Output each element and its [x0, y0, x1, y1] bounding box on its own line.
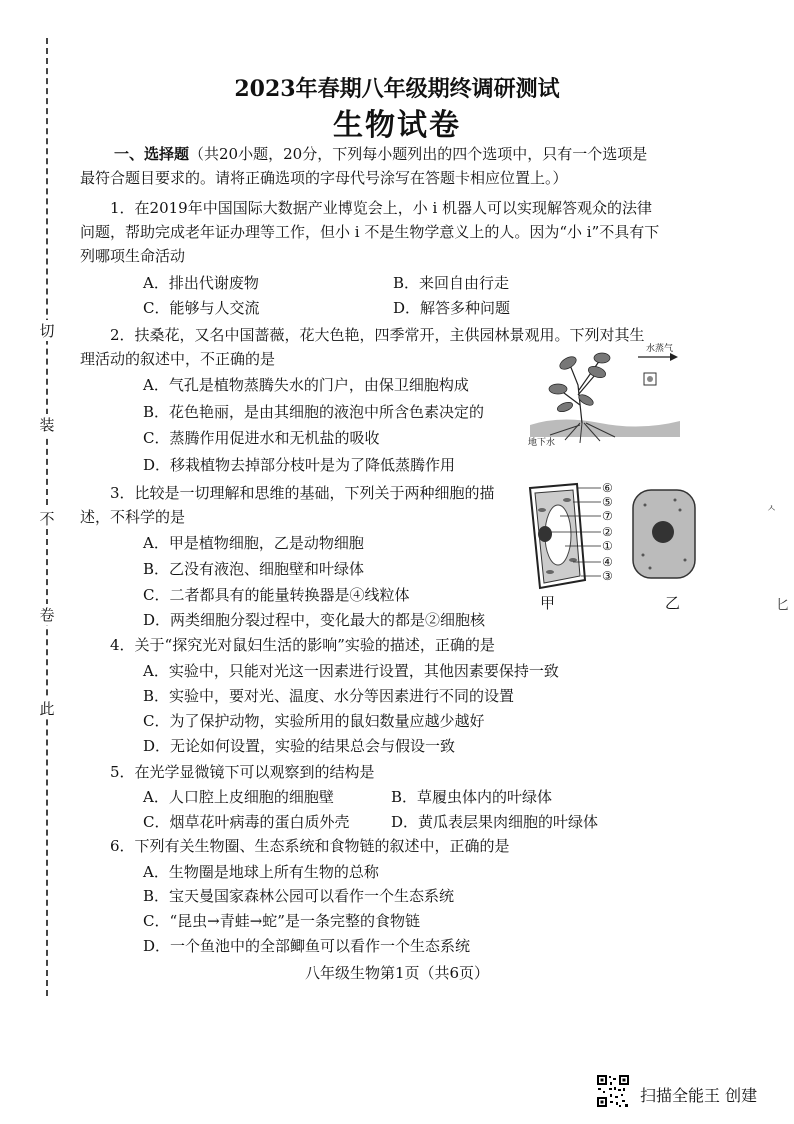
cell-num-4: ④: [602, 555, 613, 569]
gutter-char-zhuang: 装: [39, 416, 55, 434]
plant-nucleus: [538, 526, 552, 542]
cell-num-3: ③: [602, 569, 613, 583]
vapor-arrowhead: [670, 353, 678, 361]
q6-option-a: A．生物圈是地球上所有生物的总称: [143, 863, 379, 881]
qr-code-graphic: [596, 1074, 630, 1108]
q6-option-d: D．一个鱼池中的全部鲫鱼可以看作一个生态系统: [143, 937, 471, 955]
page-footer: 八年级生物第1页（共6页）: [304, 964, 490, 982]
q2-line-2: 理活动的叙述中，不正确的是: [80, 350, 276, 368]
q1-option-b: B．来回自由行走: [393, 274, 510, 292]
edge-mark-2: 匕: [776, 598, 790, 613]
q4-option-d: D．无论如何设置，实验的结果总会与假设一致: [143, 737, 456, 755]
q5-option-c: C．烟草花叶病毒的蛋白质外壳: [143, 813, 350, 831]
q5-option-b: B．草履虫体内的叶绿体: [391, 788, 553, 806]
q5-option-d: D．黄瓜表层果肉细胞的叶绿体: [391, 813, 599, 831]
q4-option-c: C．为了保护动物，实验所用的鼠妇数量应越少越好: [143, 712, 485, 730]
cell-label-yi: 乙: [665, 594, 681, 612]
q2-line-1: 2．扶桑花，又名中国蔷薇，花大色艳，四季常开，主供园林景观用。下列对其生: [110, 326, 645, 344]
q3-option-d: D．两类细胞分裂过程中，变化最大的都是②细胞核: [143, 611, 486, 629]
q5-option-a: A．人口腔上皮细胞的细胞壁: [143, 788, 334, 806]
edge-mark-1: ㅅ: [766, 502, 777, 515]
section-label: 一、选择题: [114, 145, 190, 163]
cell-num-2: ②: [602, 525, 613, 539]
q5-line-1: 5．在光学显微镜下可以观察到的结构是: [110, 763, 375, 781]
stoma-dot: [647, 376, 653, 382]
cell-num-6: ⑥: [602, 481, 613, 495]
groundwater-label: 地下水: [528, 438, 556, 448]
q2-option-c: C．蒸腾作用促进水和无机盐的吸收: [143, 429, 380, 447]
q3-line-1: 3．比较是一切理解和思维的基础，下列关于两种细胞的描: [110, 484, 495, 502]
gutter-char-juan: 卷: [39, 606, 55, 624]
q3-option-b: B．乙没有液泡、细胞壁和叶绿体: [143, 560, 365, 578]
q6-option-b: B．宝天曼国家森林公园可以看作一个生态系统: [143, 887, 455, 905]
cell-num-1: ①: [602, 539, 613, 553]
animal-nucleus: [652, 521, 674, 543]
q2-option-a: A．气孔是植物蒸腾失水的门户，由保卫细胞构成: [143, 376, 469, 394]
plant-transpiration-figure: [520, 345, 685, 450]
gutter-char-bu: 不: [39, 510, 55, 528]
q1-option-c: C．能够与人交流: [143, 299, 260, 317]
q1-line-1: 1．在2019年中国国际大数据产业博览会上，小 i 机器人可以实现解答观众的法律: [110, 199, 653, 217]
qr-code-icon: [596, 1074, 630, 1108]
q1-option-a: A．排出代谢废物: [143, 274, 259, 292]
section-heading: [114, 143, 647, 164]
cell-num-5: ⑤: [602, 495, 613, 509]
q1-line-2: 问题，帮助完成老年证办理等工作，但小 i 不是生物学意义上的人。因为“小 i”不具有下: [80, 223, 660, 241]
q4-option-a: A．实验中，只能对光这一因素进行设置，其他因素要保持一致: [143, 662, 559, 680]
cell-comparison-figure: [515, 480, 715, 620]
vapor-label: 水蒸气: [646, 344, 674, 354]
gutter-char-ci: 此: [39, 700, 55, 718]
cell-label-jia: 甲: [540, 594, 556, 612]
q2-option-b: B．花色艳丽，是由其细胞的液泡中所含色素决定的: [143, 403, 485, 421]
q6-line-1: 6．下列有关生物圈、生态系统和食物链的叙述中，正确的是: [110, 837, 510, 855]
q3-option-a: A．甲是植物细胞，乙是动物细胞: [143, 534, 364, 552]
q3-option-c: C．二者都具有的能量转换器是④线粒体: [143, 586, 410, 604]
section-desc-2: 最符合题目要求的。请将正确选项的字母代号涂写在答题卡相应位置上。）: [80, 169, 568, 187]
exam-subject: 生物试卷: [333, 108, 461, 143]
q1-line-3: 列哪项生命活动: [80, 247, 186, 265]
exam-title: 2023年春期八年级期终调研测试: [234, 76, 560, 102]
scanner-watermark-text: 扫描全能王 创建: [640, 1086, 758, 1105]
q4-line-1: 4．关于“探究光对鼠妇生活的影响”实验的描述，正确的是: [110, 636, 495, 654]
section-desc-1: （共20小题，20分，下列每小题列出的四个选项中，只有一个选项是: [189, 145, 648, 163]
cell-num-7: ⑦: [602, 509, 613, 523]
q2-option-d: D．移栽植物去掉部分枝叶是为了降低蒸腾作用: [143, 456, 456, 474]
gutter-char-qie: 切: [39, 322, 55, 340]
q6-option-c: C．“昆虫→青蛙→蛇”是一条完整的食物链: [143, 912, 420, 930]
q4-option-b: B．实验中，要对光、温度、水分等因素进行不同的设置: [143, 687, 515, 705]
q3-line-2: 述，不科学的是: [80, 508, 186, 526]
q1-option-d: D．解答多种问题: [393, 299, 511, 317]
